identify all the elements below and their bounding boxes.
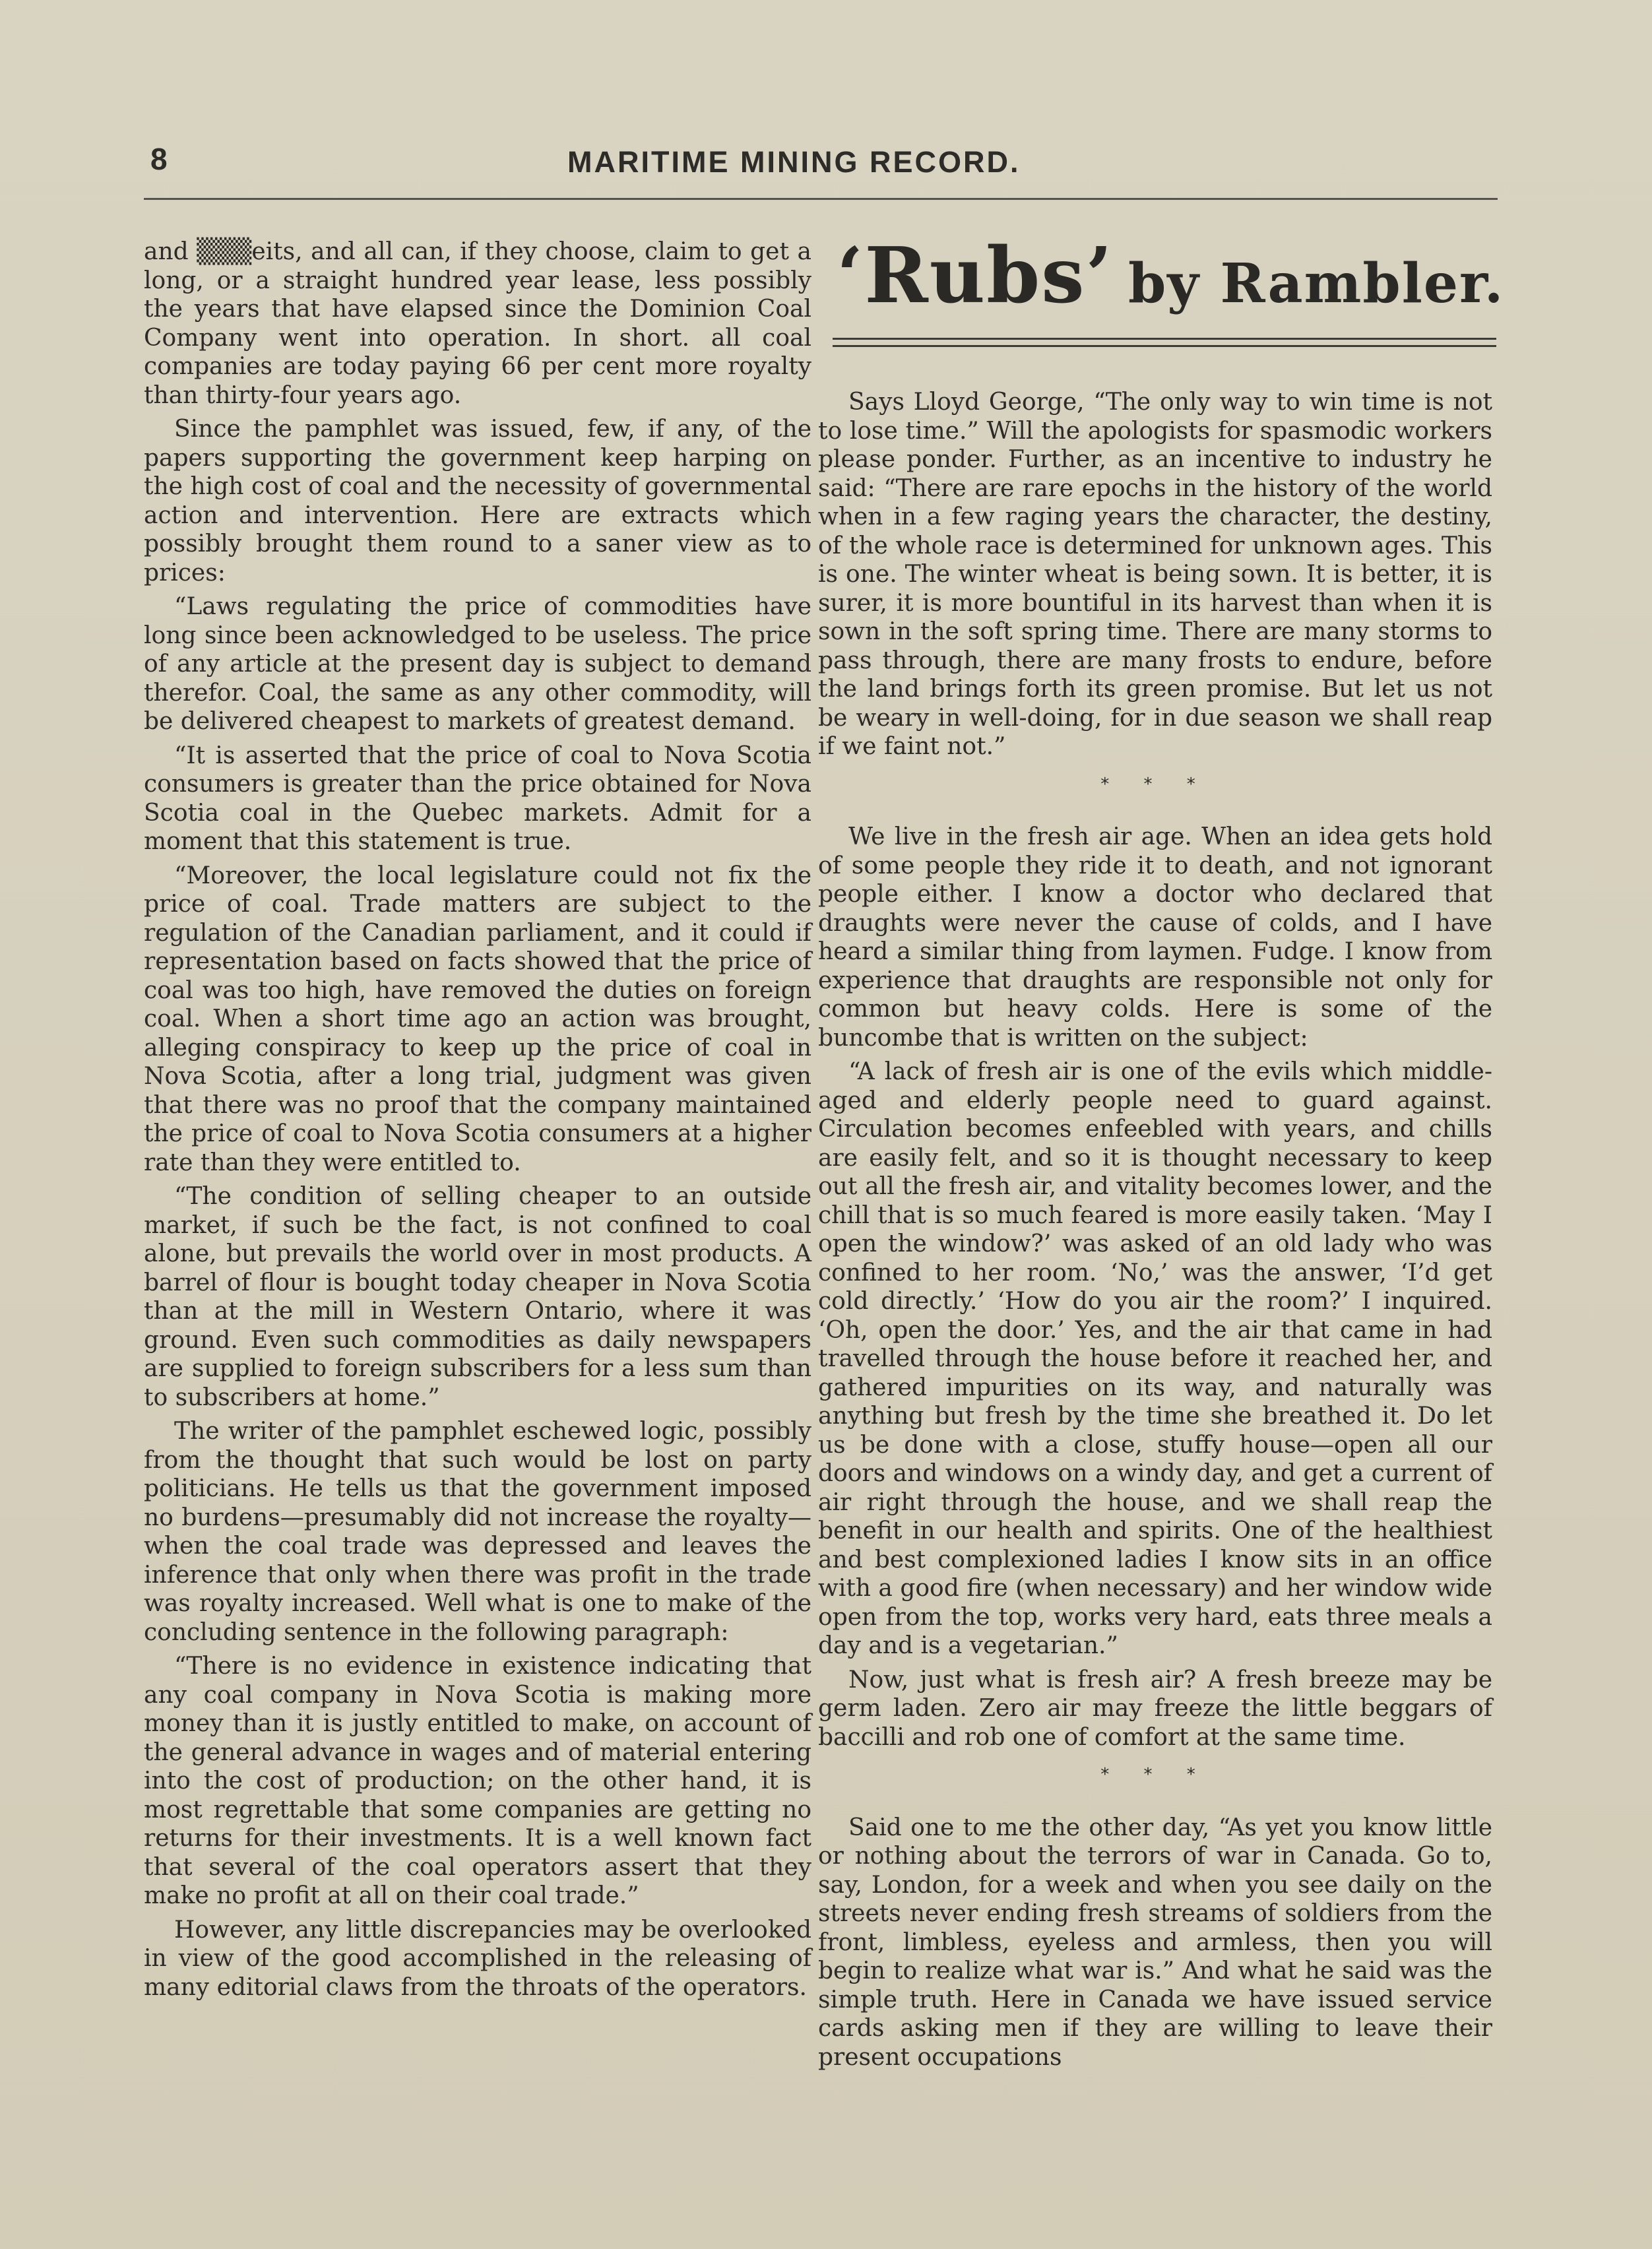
left-column	[144, 238, 811, 2007]
paragraph: Said one to me the other day, “As yet you know little or nothing about the terrors of war in Canada. Go to, say, London, for a week and when you see daily on the streets never ending fresh streams of soldiers from the front, limbless, eyeless and armless, then you will begin to realize what war is.” And what he said was the simple truth. Here in Canada we have issued service cards asking men if they are willing to leave their present occupations	[818, 1814, 1492, 2071]
quoted-paragraph: “Laws regulating the price of commodities have long since been acknowledged to be useless. The price of any article at the present day is subject to demand therefor. Coal, the same as any other commodity, will be delivered cheapest to markets of greatest demand.	[144, 593, 811, 735]
paragraph: and ▒▒▒eits, and all can, if they choose, claim to get a long, or a straight hundred year lease, less possibly the years that have elapsed since the Dominion Coal Company went into operation. In short. all coal companies are today paying 66 per cent more royalty than thirty-four years ago.	[144, 238, 811, 409]
section-separator: * * *	[1100, 774, 1210, 794]
section-title	[837, 231, 1505, 321]
page-number: 8	[150, 142, 168, 176]
section-title-rubs: ‘Rubs’	[837, 231, 1114, 321]
quoted-paragraph: “The condition of selling cheaper to an outside market, if such be the fact, is not confined to coal alone, but prevails the world over in most products. A barrel of flour is bought today cheaper in Nova Scotia than at the mill in Western Ontario, where it was ground. Even such commodities as daily newspapers are supplied to foreign subscribers for a less sum than to subscribers at home.”	[144, 1183, 811, 1411]
right-column	[818, 388, 1492, 2077]
paragraph: Now, just what is fresh air? A fresh breeze may be germ laden. Zero air may freeze the little beggars of baccilli and rob one of comfort at the same time.	[818, 1666, 1492, 1751]
section-title-byline: by Rambler.	[1128, 252, 1505, 315]
header-rule	[144, 198, 1498, 200]
section-separator: * * *	[1100, 1765, 1210, 1785]
paragraph: The writer of the pamphlet eschewed logic, possibly from the thought that such would be lost on party politicians. He tells us that the government imposed no burdens—presumably did not increase the royalty—when the coal trade was depressed and leaves the inference that only when there was profit in the trade was royalty increased. Well what is one to make of the concluding sentence in the following paragraph:	[144, 1418, 811, 1646]
paragraph: Says Lloyd George, “The only way to win time is not to lose time.” Will the apologists for spasmodic workers please ponder. Further, as an incentive to industry he said: “There are rare epochs in the history of the world when in a few raging years the character, the destiny, of the whole race is determined for unknown ages. This is one. The winter wheat is being sown. It is better, it is surer, it is more bountiful in its harvest than when it is sown in the soft spring time. There are many storms to pass through, there are many frosts to endure, before the land brings forth its green promise. But let us not be weary in well-doing, for in due season we shall reap if we faint not.”	[818, 389, 1492, 760]
title-double-rule	[833, 338, 1496, 347]
quoted-paragraph: “Moreover, the local legislature could not fix the price of coal. Trade matters are subject to the regulation of the Canadian parliament, and it could if representation based on facts showed that the price of coal was too high, have removed the duties on foreign coal. When a short time ago an action was brought, alleging conspiracy to keep up the price of coal in Nova Scotia, after a long trial, judgment was given that there was no proof that the company maintained the price of coal to Nova Scotia consumers at a higher rate than they were entitled to.	[144, 862, 811, 1176]
paragraph: However, any little discrepancies may be overlooked in view of the good accomplished in the releasing of many editorial claws from the throats of the operators.	[144, 1916, 811, 2001]
quoted-paragraph: “It is asserted that the price of coal to Nova Scotia consumers is greater than the price obtained for Nova Scotia coal in the Quebec markets. Admit for a moment that this statement is true.	[144, 742, 811, 855]
quoted-paragraph: “There is no evidence in existence indicating that any coal company in Nova Scotia is making more money than it is justly entitled to make, on account of the general advance in wages and of material entering into the cost of production; on the other hand, it is most regrettable that some companies are getting no returns for their investments. It is a well known fact that several of the coal operators assert that they make no profit at all on their coal trade.”	[144, 1653, 811, 1909]
quoted-paragraph: “A lack of fresh air is one of the evils which middle-aged and elderly people need to guard against. Circulation becomes enfeebled with years, and chills are easily felt, and so it is thought necessary to keep out all the fresh air, and vitality becomes lower, and the chill that is so much feared is more easily taken. ‘May I open the window?’ was asked of an old lady who was confined to her room. ‘No,’ was the answer, ‘I’d get cold directly.’ ‘How do you air the room?’ I inquired. ‘Oh, open the door.’ Yes, and the air that came in had travelled through the house before it reached her, and gathered impurities on its way, and naturally was anything but fresh by the time she breathed it. Do let us be done with a close, stuffy house—open all our doors and windows on a windy day, and get a current of air right through the house, and we shall reap the benefit in our health and spirits. One of the healthiest and best complexioned ladies I know sits in an office with a good fire (when necessary) and her window wide open from the top, works very hard, eats three meals a day and is a vegetarian.”	[818, 1058, 1493, 1659]
publication-title: MARITIME MINING RECORD.	[567, 145, 1021, 179]
paragraph: We live in the fresh air age. When an idea gets hold of some people they ride it to death, and not ignorant people either. I know a doctor who declared that draughts were never the cause of colds, and I have heard a similar thing from laymen. Fudge. I know from experience that draughts are responsible not only for common but heavy colds. Here is some of the buncombe that is written on the subject:	[818, 823, 1492, 1052]
paragraph: Since the pamphlet was issued, few, if any, of the papers supporting the government keep harping on the high cost of coal and the necessity of governmental action and intervention. Here are extracts which possibly brought them round to a saner view as to prices:	[144, 416, 811, 586]
